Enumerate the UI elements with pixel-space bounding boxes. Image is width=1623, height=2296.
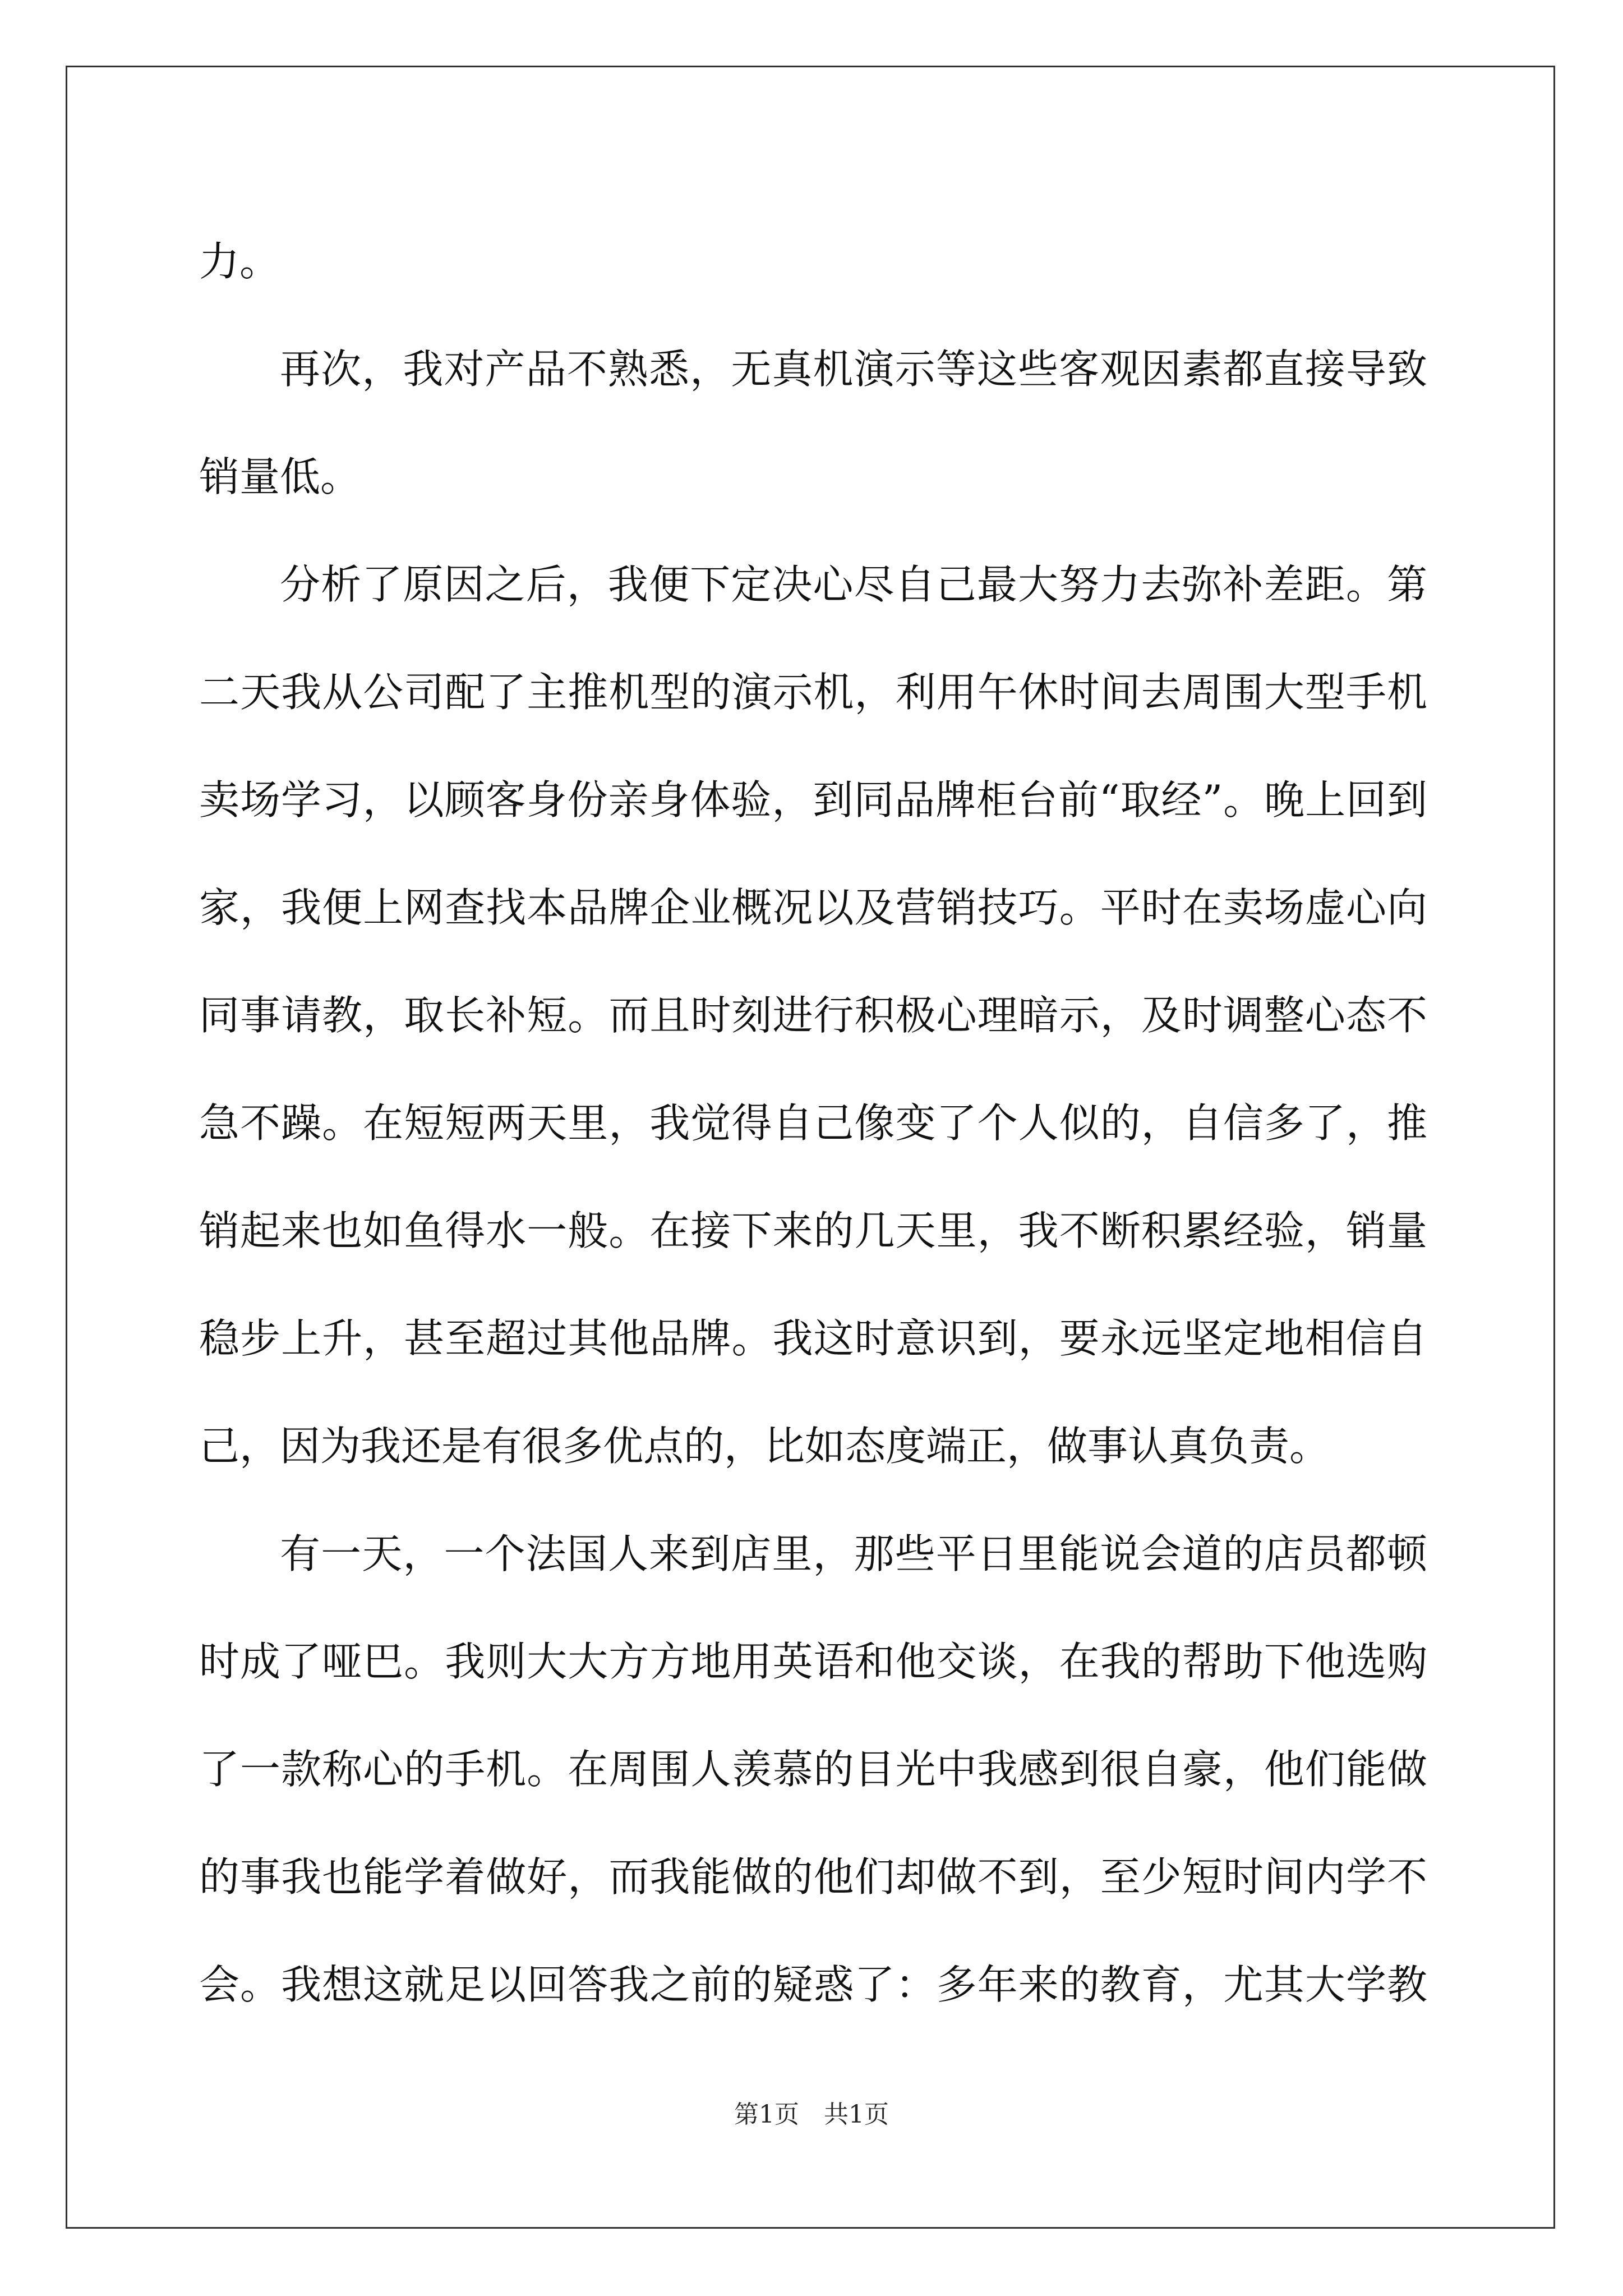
text-line: 稳步上升，甚至超过其他品牌。我这时意识到，要永远坚定地相信自 [199, 1315, 1427, 1362]
document-body [199, 208, 1427, 2039]
text-line: 有一天，一个法国人来到店里，那些平日里能说会道的店员都顿 [280, 1530, 1427, 1577]
text-line: 急不躁。在短短两天里，我觉得自己像变了个人似的，自信多了，推 [199, 1099, 1427, 1147]
page-number: 第1页 [734, 2100, 799, 2129]
text-line: 了一款称心的手机。在周围人羡慕的目光中我感到很自豪，他们能做 [199, 1746, 1427, 1793]
text-line: 己，因为我还是有很多优点的，比如态度端正，做事认真负责。 [199, 1423, 1330, 1470]
text-line: 分析了原因之后，我便下定决心尽自己最大努力去弥补差距。第 [280, 561, 1427, 608]
text-line: 卖场学习，以顾客身份亲身体验，到同品牌柜台前“取经”。晚上回到 [199, 776, 1427, 823]
text-line: 会。我想这就足以回答我之前的疑惑了：多年来的教育，尤其大学教 [199, 1961, 1427, 2008]
text-line: 力。 [199, 238, 280, 285]
text-line: 二天我从公司配了主推机型的演示机，利用午休时间去周围大型手机 [199, 669, 1427, 716]
text-line: 时成了哑巴。我则大大方方地用英语和他交谈，在我的帮助下他选购 [199, 1638, 1427, 1685]
text-line: 家，我便上网查找本品牌企业概况以及营销技巧。平时在卖场虚心向 [199, 884, 1427, 931]
text-line: 销量低。 [199, 453, 361, 500]
text-line: 的事我也能学着做好，而我能做的他们却做不到，至少短时间内学不 [199, 1853, 1427, 1901]
text-line: 同事请教，取长补短。而且时刻进行积极心理暗示，及时调整心态不 [199, 992, 1427, 1039]
page-footer [0, 2098, 1623, 2132]
text-line: 销起来也如鱼得水一般。在接下来的几天里，我不断积累经验，销量 [199, 1207, 1427, 1254]
page-total: 共1页 [824, 2100, 889, 2129]
text-line: 再次，我对产品不熟悉，无真机演示等这些客观因素都直接导致 [280, 346, 1427, 393]
